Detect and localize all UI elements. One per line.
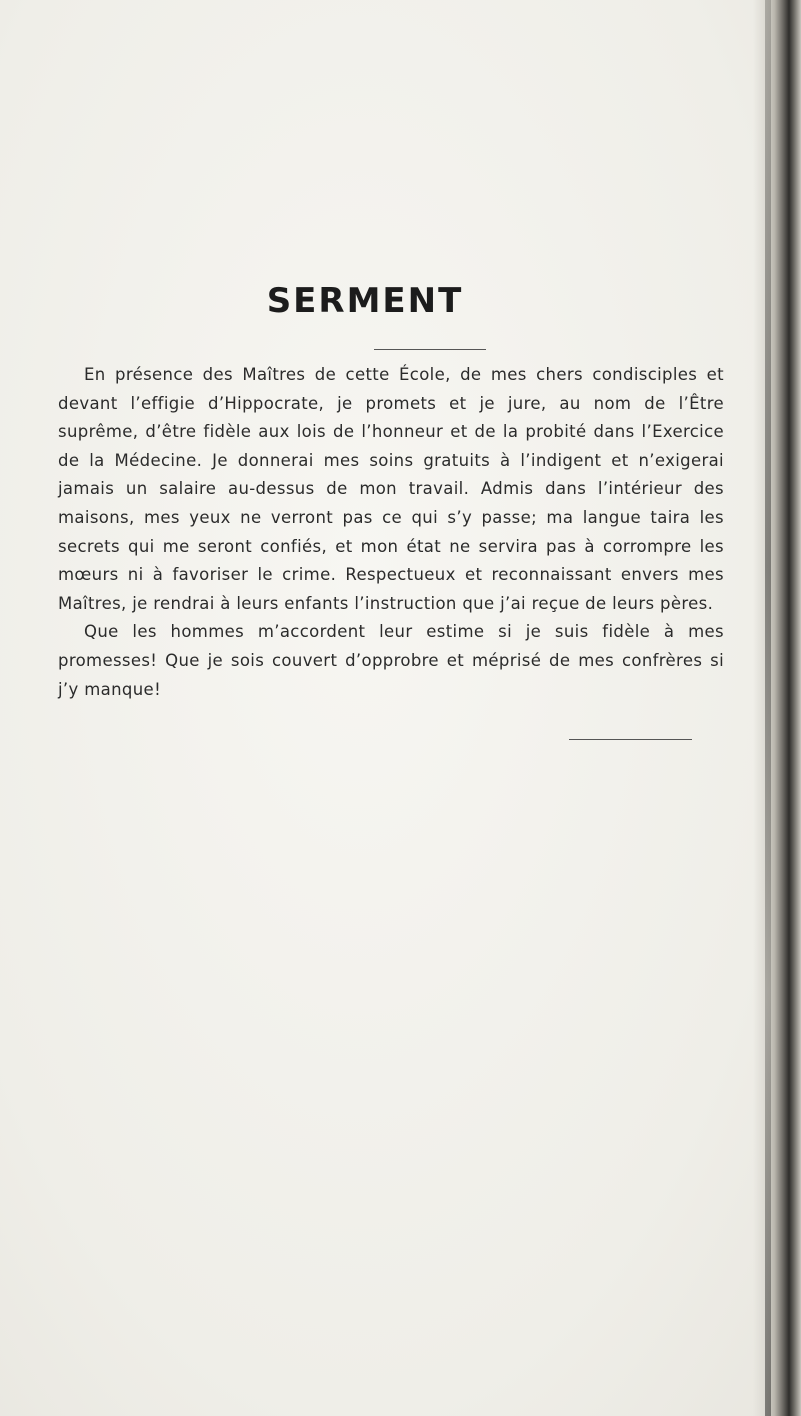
oath-paragraph-1-text: En présence des Maîtres de cette École, de mes chers condisciples et devant l’effigie d’Hippocrate, je promets et je jure, au nom de l’Être suprême, d’être fidèle aux lois de l’honneur et de la probité dans l’Exercice de la Médecine. Je donnerai mes soins gratuits à l’indigent et n’exigerai jamais un salaire au-dessus de mon travail. Admis dans l’intérieur des maisons, mes yeux ne verront pas ce qui s’y passe; ma langue taira les secrets qui me seront confiés, et mon état ne servira pas à corrompre les mœurs ni à favoriser le crime. Respectueux et reconnaissant envers mes Maîtres, je rendrai à leurs enfants l’instruction que j’ai reçue de leurs pères.: [58, 365, 724, 613]
title-divider: [374, 349, 486, 350]
oath-paragraph-1: [58, 361, 724, 618]
spine-shadow: [765, 0, 771, 1416]
oath-paragraph-2-text: Que les hommes m’accordent leur estime si je suis fidèle à mes promesses! Que je sois couvert d’opprobre et méprisé de mes confrères si j’y manque!: [58, 622, 724, 699]
book-spine-edge: [753, 0, 801, 1416]
end-divider: [569, 739, 692, 740]
page-title: SERMENT: [266, 281, 464, 321]
oath-text: [58, 361, 724, 704]
oath-paragraph-2: [58, 618, 724, 704]
